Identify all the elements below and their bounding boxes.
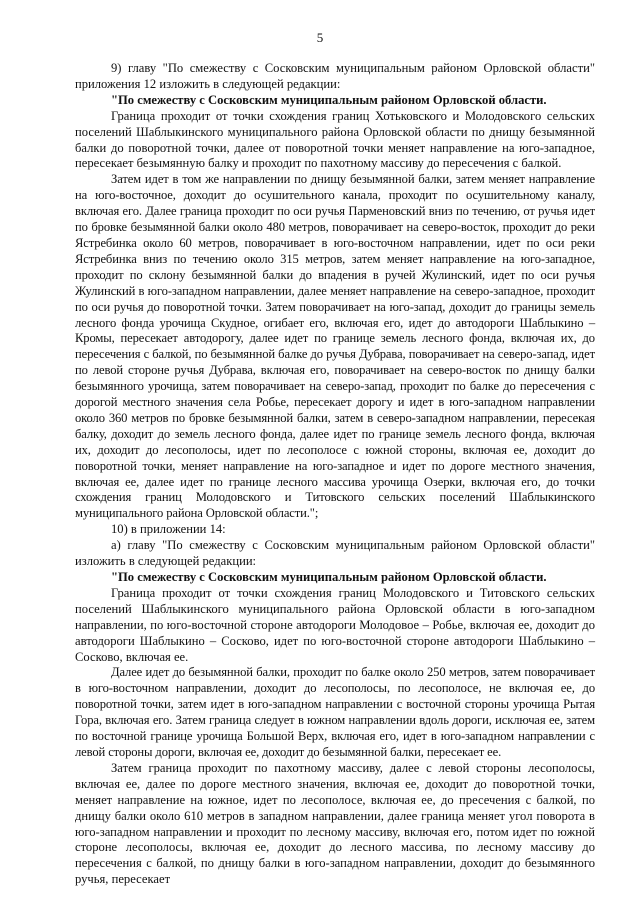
paragraph-boundary-description: Затем идет в том же направлении по днищу безымянной балки, затем меняет направление на юго-восточное, доходит до осушительного канала, проходит по осушительному каналу, включая его. Далее граница проходит по оси ручья Парменовский вниз по течению, от ручья идет по бровке безымянной балки около 480 метров, поворачивает на северо-восток, проходит до реки Ястребинка около 60 метров, поворачивает в юго-восточном направлении, идет по оси реки Ястребинка вниз по течению около 315 метров, затем меняет направление на юго-западное, проходит по склону безымянной балки до впадения в ручей Жулинский, идет по оси ручья Жулинский в юго-западном направлении, далее меняет направление на северо-западное, проходит по оси ручья до поворотной точки. Затем поворачивает на юго-запад, доходит до границы земель лесного фонда урочища Скудное, огибает его, включая его, идет до автодороги Шаблыкино – Кромы, пересекает автодорогу, далее идет по границе земель лесного фонда, включая их, до пересечения с балкой, по безымянной балке до ручья Дубрава, поворачивает на северо-запад, идет по левой стороне ручья Дубрава, включая его, поворачивает на северо-восток по днищу балки безымянного урочища, затем поворачивает на северо-запад, проходит по балке до пересечения с дорогой местного значения села Робье, пересекает дорогу и идет в юго-западном направлении около 360 метров по бровке безымянной балки, затем в северо-западном направлении, пересекая балку, доходит до земель лесного фонда, далее идет по границе земель лесного фонда, включая их, доходит до лесополосы, идет по лесополосе с южной стороны, включая ее, доходит до поворотной точки, меняет направление на юго-западное и идет по дороге местного значения, включая ее, далее идет по границе лесного массива урочища Озерки, включая его, до точки схождения границ Молодовского и Титовского сельских поселений Шаблыкинского муниципального района Орловской области."; <box>75 172 595 521</box>
paragraph-boundary-final: Затем граница проходит по пахотному массиву, далее с левой стороны лесополосы, включая ее, далее по дороге местного значения, включая ее, доходит до поворотной точки, меняет направление на южное, идет по лесополосе, включая ее, до пресечения с балкой, по днищу балки около 610 метров в западном направлении, далее граница меняет угол поворота в юго-западном направлении и проходит по лесному массиву, включая его, потом идет по южной стороне лесополосы, включая ее, доходит до лесного массива, по лесному массиву до пересечения с балкой, по днищу балки в юго-западном направлении, доходит до безымянного ручья, пересекает <box>75 760 595 887</box>
paragraph-boundary-start: Граница проходит от точки схождения границ Хотьковского и Молодовского сельских поселений Шаблыкинского муниципального района Орловской области по днищу безымянной балки до поворотной точки, далее от поворотной точки меняет направление на юго-западное, пересекает безымянную балку и проходит по пахотному массиву до пересечения с балкой. <box>75 108 595 171</box>
chapter-heading-2: "По смежеству с Сосковским муниципальным районом Орловской области. <box>111 570 547 584</box>
paragraph-boundary-start-2: Граница проходит от точки схождения границ Молодовского и Титовского сельских поселений Шаблыкинского муниципального района Орловской области в юго-западном направлении, по юго-восточной стороне автодороги Молодовое – Робье, включая ее, доходит до автодороги Шаблыкино – Сосково, идет по юго-восточной стороне автодороги Шаблыкино – Сосково, включая ее. <box>75 585 595 664</box>
page-number: 5 <box>316 30 324 45</box>
paragraph-boundary-continued: Далее идет до безымянной балки, проходит по балке около 250 метров, затем поворачивает в юго-восточном направлении, доходит до лесополосы, по лесополосе, не включая ее, до поворотной точки, затем идет в юго-западном направлении с восточной стороны урочища Рытая Гора, включая его. Затем граница следует в южном направлении вдоль дороги, исключая ее, затем по восточной границе урочища Большой Верх, включая его, идет в юго-западном направлении с левой стороны дороги, включая ее, доходит до безымянной балки, пересекает ее. <box>75 665 595 759</box>
paragraph-item-10a: а) главу "По смежеству с Сосковским муниципальным районом Орловской области" изложить в следующей редакции: <box>75 538 595 569</box>
paragraph-item-9: 9) главу "По смежеству с Сосковским муниципальным районом Орловской области" приложения 12 изложить в следующей редакции: <box>75 61 595 91</box>
paragraph-item-10: 10) в приложении 14: <box>111 522 226 537</box>
chapter-heading: "По смежеству с Сосковским муниципальным районом Орловской области. <box>111 92 547 107</box>
document-body <box>75 61 595 888</box>
